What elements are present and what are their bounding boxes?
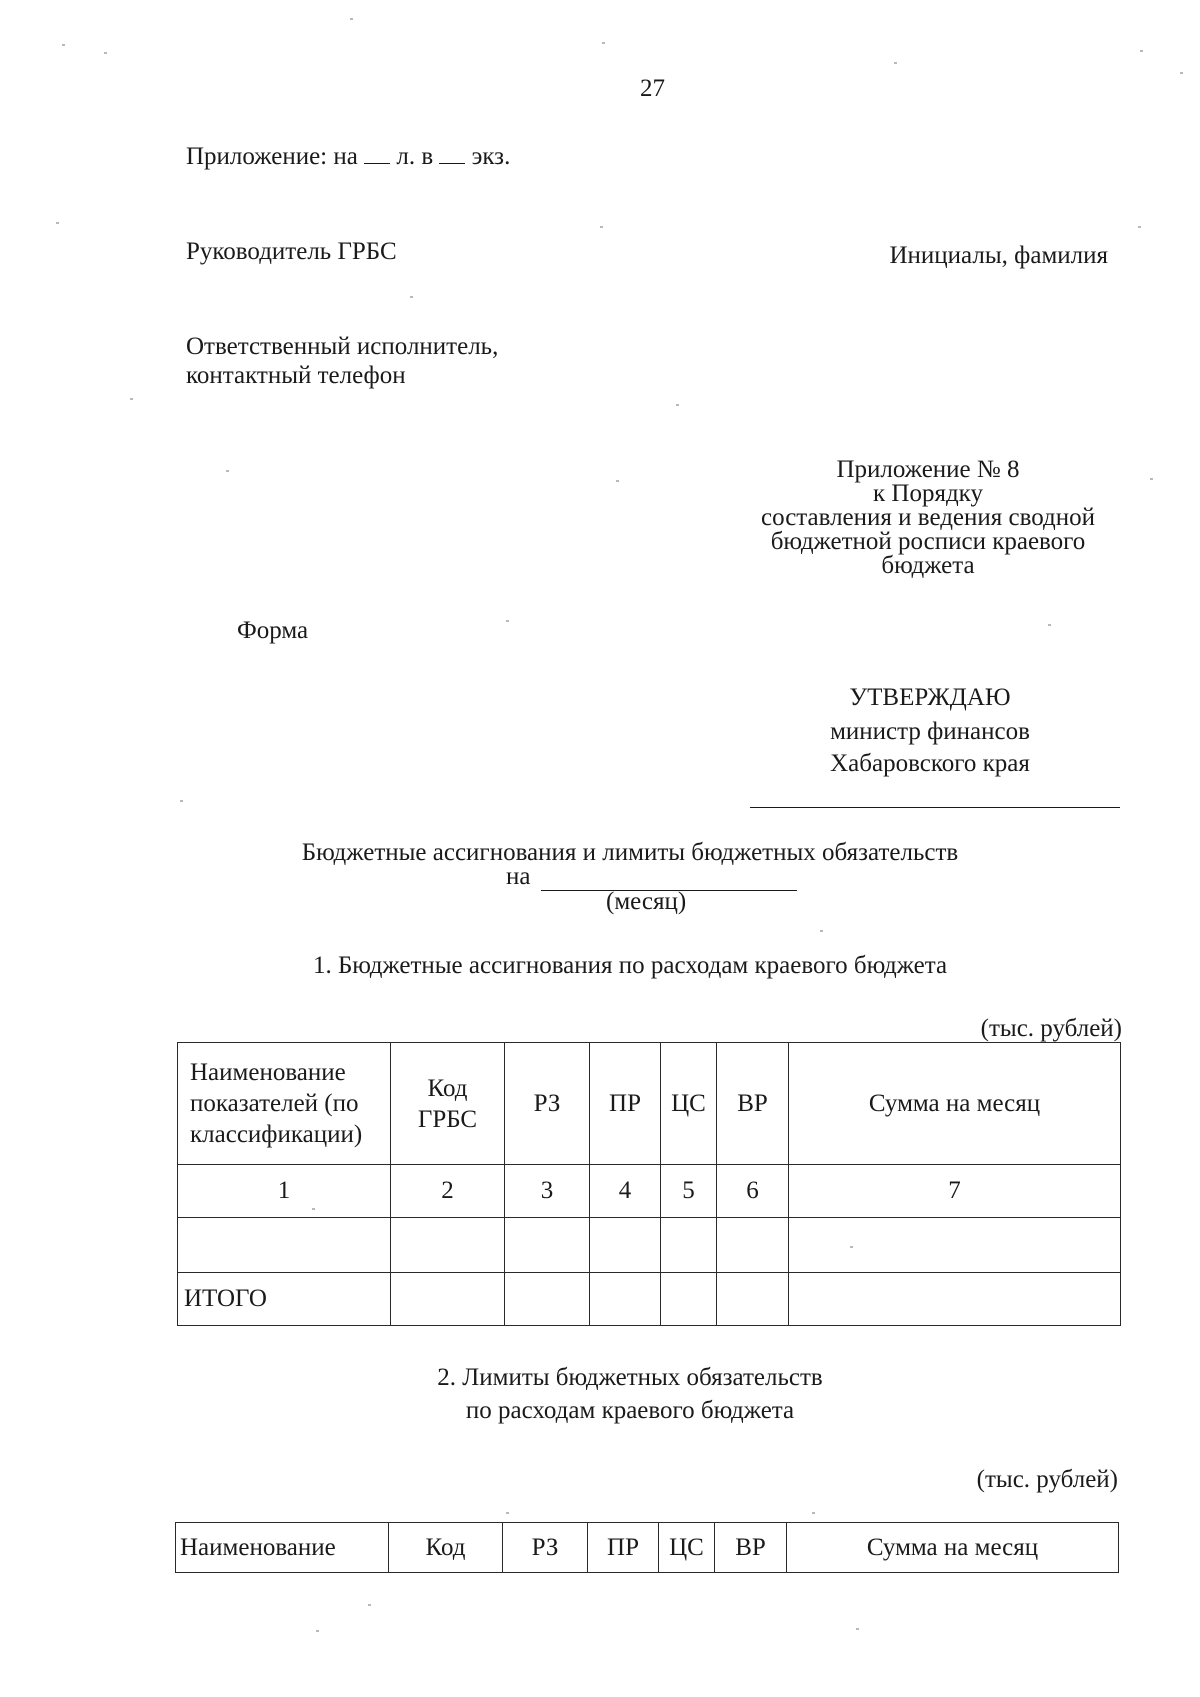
appendix-line: бюджетной росписи краевого — [770, 528, 1086, 555]
document-title: Бюджетные ассигнования и лимиты бюджетных обязательств — [301, 839, 959, 866]
title-na: на — [506, 863, 531, 890]
signature-line[interactable] — [750, 807, 1120, 808]
allocations-table — [177, 1042, 1121, 1326]
scan-speck — [1138, 226, 1141, 228]
scan-speck — [820, 930, 823, 932]
table-header-row — [176, 1523, 1119, 1573]
scan-speck — [62, 44, 65, 46]
section2-heading-line2: по расходам краевого бюджета — [465, 1397, 795, 1424]
scan-speck — [350, 18, 353, 20]
column-number: 2 — [391, 1165, 505, 1218]
column-header: ВР — [717, 1043, 789, 1165]
scan-speck — [56, 222, 59, 224]
column-header: ПР — [590, 1043, 661, 1165]
section2-unit: (тыс. рублей) — [976, 1466, 1118, 1493]
table-cell[interactable] — [178, 1218, 391, 1273]
appendix-block — [738, 458, 1118, 578]
column-number: 4 — [590, 1165, 661, 1218]
column-header: ПР — [588, 1523, 659, 1573]
table-cell[interactable] — [505, 1273, 590, 1326]
table-row — [178, 1218, 1121, 1273]
head-label: Руководитель ГРБС — [186, 238, 397, 265]
scan-speck — [812, 1512, 815, 1514]
table-header-row — [178, 1043, 1121, 1165]
approval-line1: министр финансов — [830, 718, 1030, 745]
scan-speck — [180, 800, 183, 802]
column-header: Код ГРБС — [391, 1043, 505, 1165]
scan-speck — [506, 1512, 509, 1514]
executor-line1: Ответственный исполнитель, — [186, 333, 499, 360]
column-header: ЦС — [659, 1523, 715, 1573]
approval-title: УТВЕРЖДАЮ — [849, 684, 1011, 711]
scan-speck — [616, 480, 619, 482]
appendix-line: составления и ведения сводной — [760, 504, 1096, 531]
scan-speck — [226, 470, 229, 472]
table-cell[interactable] — [717, 1218, 789, 1273]
column-number-row — [178, 1165, 1121, 1218]
table-cell[interactable] — [391, 1273, 505, 1326]
scan-speck — [856, 1628, 859, 1630]
scan-speck — [1140, 50, 1143, 52]
scan-speck — [602, 42, 605, 44]
table-cell[interactable] — [661, 1218, 717, 1273]
section1-heading: 1. Бюджетные ассигнования по расходам краевого бюджета — [312, 952, 948, 979]
table-cell[interactable] — [789, 1273, 1121, 1326]
scan-speck — [600, 226, 603, 228]
attachment-sheets: л. в — [396, 143, 434, 170]
section2-heading-line1: 2. Лимиты бюджетных обязательств — [437, 1364, 823, 1391]
table-cell[interactable] — [590, 1218, 661, 1273]
scan-speck — [1180, 72, 1183, 74]
scan-speck — [316, 1630, 319, 1632]
scan-speck — [850, 1246, 853, 1248]
column-header: ВР — [715, 1523, 787, 1573]
column-header: Сумма на месяц — [789, 1043, 1121, 1165]
attachment-copies: экз. — [471, 143, 511, 170]
column-header: РЗ — [505, 1043, 590, 1165]
sheets-blank[interactable] — [364, 143, 390, 164]
scan-speck — [506, 620, 509, 622]
form-label: Форма — [237, 617, 309, 644]
initials-label: Инициалы, фамилия — [889, 242, 1108, 269]
column-number: 5 — [661, 1165, 717, 1218]
table-cell[interactable] — [661, 1273, 717, 1326]
scan-speck — [130, 398, 133, 400]
appendix-title: Приложение № 8 — [836, 456, 1020, 483]
column-number: 7 — [789, 1165, 1121, 1218]
table-cell[interactable] — [505, 1218, 590, 1273]
column-header: Наименование показателей (по классификации) — [178, 1043, 391, 1165]
scan-speck — [410, 296, 413, 298]
scan-speck — [312, 1208, 315, 1210]
section1-unit: (тыс. рублей) — [980, 1015, 1122, 1042]
appendix-line: бюджета — [881, 552, 975, 579]
column-number: 1 — [178, 1165, 391, 1218]
table-cell[interactable] — [717, 1273, 789, 1326]
column-header: ЦС — [661, 1043, 717, 1165]
scan-speck — [368, 1604, 371, 1606]
total-label: ИТОГО — [178, 1273, 391, 1326]
total-row — [178, 1273, 1121, 1326]
column-header: Код — [389, 1523, 503, 1573]
column-number: 3 — [505, 1165, 590, 1218]
appendix-line: к Порядку — [873, 480, 983, 507]
column-header: Наименование — [176, 1523, 389, 1573]
column-header: РЗ — [503, 1523, 588, 1573]
table-cell[interactable] — [590, 1273, 661, 1326]
scan-speck — [104, 52, 107, 54]
column-header: Сумма на месяц — [787, 1523, 1119, 1573]
scan-speck — [1150, 478, 1153, 480]
scan-speck — [1048, 624, 1051, 626]
limits-table — [175, 1522, 1119, 1573]
page-number: 27 — [640, 75, 665, 102]
approval-line2: Хабаровского края — [830, 750, 1030, 777]
table-cell[interactable] — [391, 1218, 505, 1273]
column-number: 6 — [717, 1165, 789, 1218]
month-hint: (месяц) — [606, 888, 687, 915]
copies-blank[interactable] — [439, 143, 465, 164]
scan-speck — [894, 62, 897, 64]
table-cell[interactable] — [789, 1218, 1121, 1273]
executor-line2: контактный телефон — [186, 362, 406, 389]
scan-speck — [676, 404, 679, 406]
attachment-prefix: Приложение: на — [186, 143, 358, 170]
attachment-line — [186, 142, 510, 171]
